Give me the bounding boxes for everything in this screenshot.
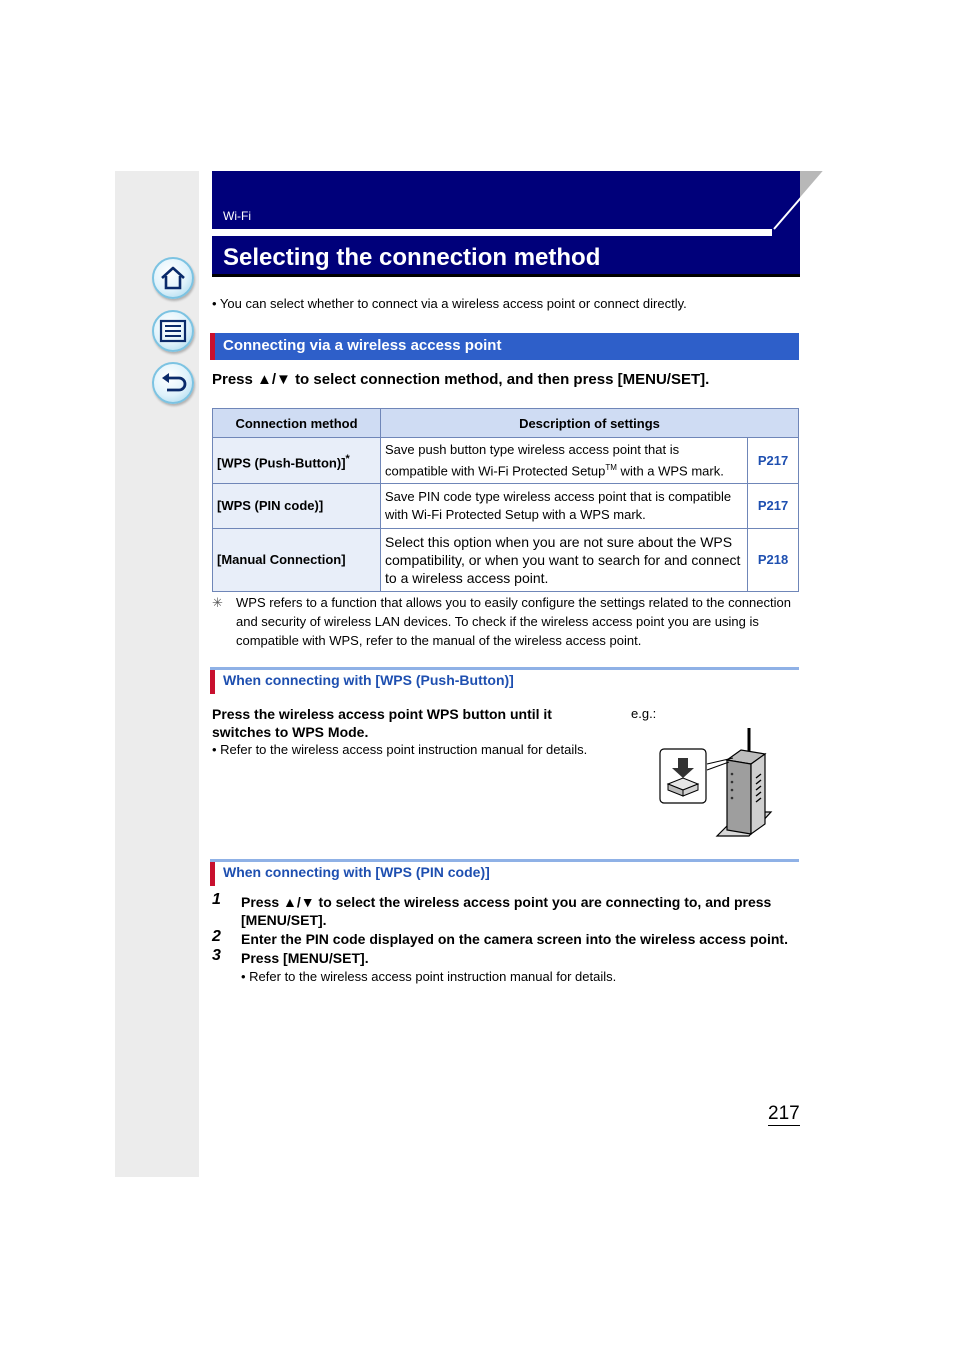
pin-code-steps [212, 893, 802, 988]
push-button-heading-text: When connecting with [WPS (Push-Button)] [223, 672, 514, 688]
subhead-red-tab [210, 670, 215, 694]
step-item [212, 893, 802, 929]
description-text-cont: with a WPS mark. [616, 463, 724, 479]
page-reference-link[interactable]: P217 [748, 438, 799, 484]
home-icon [159, 265, 187, 291]
title-underline [212, 274, 800, 277]
method-name: [WPS (Push-Button)] [217, 454, 346, 470]
page-title: Selecting the connection method [223, 244, 601, 271]
step-text: Press ▲/▼ to select the wireless access point you are connecting to, and press [MENU/SET]. [241, 894, 772, 928]
description-text: Save push button type wireless access point that is compatible with Wi-Fi Protected Setup [385, 442, 680, 479]
section-heading-text: Connecting via a wireless access point [223, 337, 502, 354]
table-header-description: Description of settings [381, 409, 799, 438]
home-button[interactable] [152, 257, 194, 299]
page-number: 217 [768, 1103, 800, 1124]
step-item [212, 949, 802, 987]
menu-list-icon [159, 319, 187, 343]
instruction-text: Press ▲/▼ to select connection method, and then press [MENU/SET]. [212, 371, 710, 388]
footnote-mark: ✳ [212, 595, 223, 610]
table-row [213, 484, 799, 529]
step-text: Press [MENU/SET]. [241, 950, 369, 966]
pin-code-heading-text: When connecting with [WPS (PIN code)] [223, 864, 490, 880]
step-number: 3 [212, 947, 221, 964]
table-header-method: Connection method [213, 409, 381, 438]
header-corner-fold [770, 171, 826, 233]
footnote-marker: * [345, 452, 350, 465]
step-item [212, 930, 802, 948]
table-row [213, 438, 799, 484]
example-label: e.g.: [631, 706, 657, 721]
back-icon [159, 370, 187, 396]
page-reference-link[interactable]: P218 [748, 529, 799, 592]
method-name: [Manual Connection] [213, 529, 381, 592]
chapter-label: Wi-Fi [223, 209, 251, 223]
step-number: 1 [212, 891, 221, 908]
description-text: Save PIN code type wireless access point that is compatible with Wi-Fi Protected Setup with a WPS mark. [381, 484, 748, 529]
description-cell [381, 438, 748, 484]
step-note: • Refer to the wireless access point instruction manual for details. [241, 969, 617, 984]
description-text: Select this option when you are not sure about the WPS compatibility, or when you want to search for and connect to a wireless access point. [381, 529, 748, 592]
back-button[interactable] [152, 362, 194, 404]
step-text: Enter the PIN code displayed on the camera screen into the wireless access point. [241, 931, 788, 947]
router-illustration [655, 724, 775, 844]
trademark-mark: TM [605, 463, 617, 472]
footnote-text: WPS refers to a function that allows you to easily configure the settings related to the connection and security of wireless LAN devices. To check if the wireless access point you are using is compatible with WPS, refer to the manual of the wireless access point. [236, 595, 791, 648]
intro-text: • You can select whether to connect via a wireless access point or connect directly. [212, 296, 687, 311]
connection-method-table [212, 408, 799, 592]
footnote [212, 593, 802, 650]
header-stripe [212, 229, 772, 236]
push-button-step: Press the wireless access point WPS button until it switches to WPS Mode. [212, 706, 552, 740]
subhead-red-tab [210, 862, 215, 886]
section-heading [210, 333, 799, 360]
push-button-note: • Refer to the wireless access point instruction manual for details. [212, 742, 588, 757]
router-side [727, 760, 751, 834]
step-number: 2 [212, 928, 221, 945]
pin-code-heading [210, 859, 799, 886]
method-cell [213, 438, 381, 484]
section-red-tab [210, 333, 215, 360]
push-button-heading [210, 667, 799, 694]
table-header-row [213, 409, 799, 438]
menu-list-button[interactable] [152, 310, 194, 352]
page-reference-link[interactable]: P217 [748, 484, 799, 529]
table-row [213, 529, 799, 592]
method-name: [WPS (PIN code)] [213, 484, 381, 529]
